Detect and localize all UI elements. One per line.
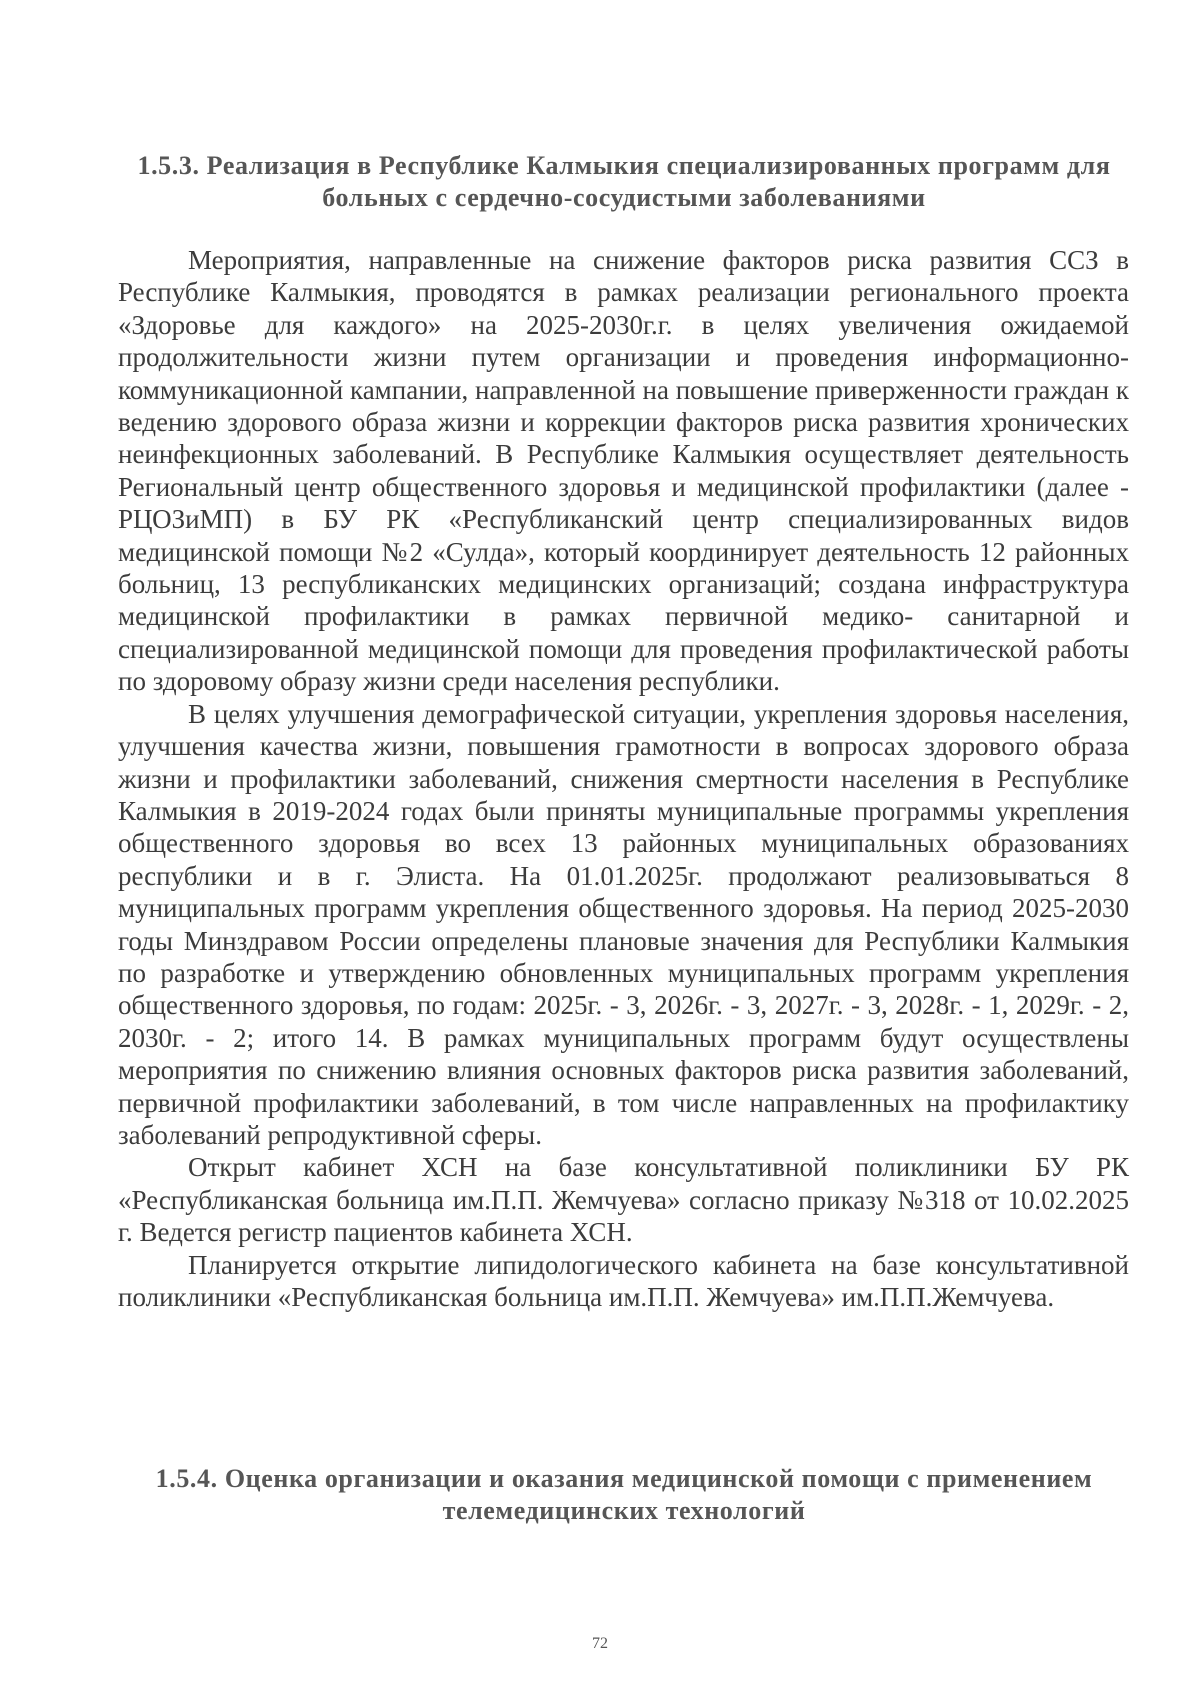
paragraph-3: Открыт кабинет ХСН на базе консультативной поликлиники БУ РК «Республиканская больница им.П.П. Жемчуева» согласно приказу №318 от 10.02.2025 г. Ведется регистр пациентов кабинета ХСН. bbox=[118, 1152, 1129, 1248]
page-number: 72 bbox=[592, 1635, 608, 1652]
paragraph-4: Планируется открытие липидологического кабинета на базе консультативной поликлиники «Республиканская больница им.П.П. Жемчуева» им.П.П.Жемчуева. bbox=[118, 1249, 1129, 1312]
section-heading-1-5-4-line-2: телемедицинских технологий bbox=[442, 1496, 806, 1525]
paragraph-2: В целях улучшения демографической ситуации, укрепления здоровья населения, улучшения качества жизни, повышения грамотности в вопросах здорового образа жизни и профилактики заболеваний, снижения смертности населения в Республике Калмыкия в 2019-2024 годах были приняты муниципальные программы укрепления общественного здоровья во всех 13 районных муниципальных образованиях республики и в г. Элиста. На 01.01.2025г. продолжают реализовываться 8 муниципальных программ укрепления общественного здоровья. На период 2025-2030 годы Минздравом России определены плановые значения для Республики Калмыкия по разработке и утверждению обновленных муниципальных программ укрепления общественного здоровья, по годам: 2025г. - 3, 2026г. - 3, 2027г. - 3, 2028г. - 1, 2029г. - 2, 2030г. - 2; итого 14. В рамках муниципальных программ будут осуществлены мероприятия по снижению влияния основных факторов риска развития заболеваний, первичной профилактики заболеваний, в том числе направленных на профилактику заболеваний репродуктивной сферы. bbox=[118, 698, 1129, 1150]
section-heading-1-5-3-line-2: больных с сердечно-сосудистыми заболеваниями bbox=[322, 183, 926, 212]
section-heading-1-5-3-line-1: 1.5.3. Реализация в Республике Калмыкия специализированных программ для bbox=[137, 151, 1111, 180]
section-body bbox=[118, 244, 1129, 1313]
section-heading-1-5-4 bbox=[112, 1463, 1136, 1527]
paragraph-1: Мероприятия, направленные на снижение факторов риска развития ССЗ в Республике Калмыкия, проводятся в рамках реализации регионального проекта «Здоровье для каждого» на 2025-2030г.г. в целях увеличения ожидаемой продолжительности жизни путем организации и проведения информационно-коммуникационной кампании, направленной на повышение приверженности граждан к ведению здорового образа жизни и коррекции факторов риска развития хронических неинфекционных заболеваний. В Республике Калмыкия осуществляет деятельность Региональный центр общественного здоровья и медицинской профилактики (далее - РЦОЗиМП) в БУ РК «Республиканский центр специализированных видов медицинской помощи №2 «Сулда», который координирует деятельность 12 районных больниц, 13 республиканских медицинских организаций; создана инфраструктура медицинской профилактики в рамках первичной медико- санитарной и специализированной медицинской помощи для проведения профилактической работы по здоровому образу жизни среди населения республики. bbox=[118, 245, 1129, 697]
section-heading-1-5-4-line-1: 1.5.4. Оценка организации и оказания медицинской помощи с применением bbox=[155, 1464, 1093, 1493]
section-heading-1-5-3 bbox=[112, 150, 1136, 214]
